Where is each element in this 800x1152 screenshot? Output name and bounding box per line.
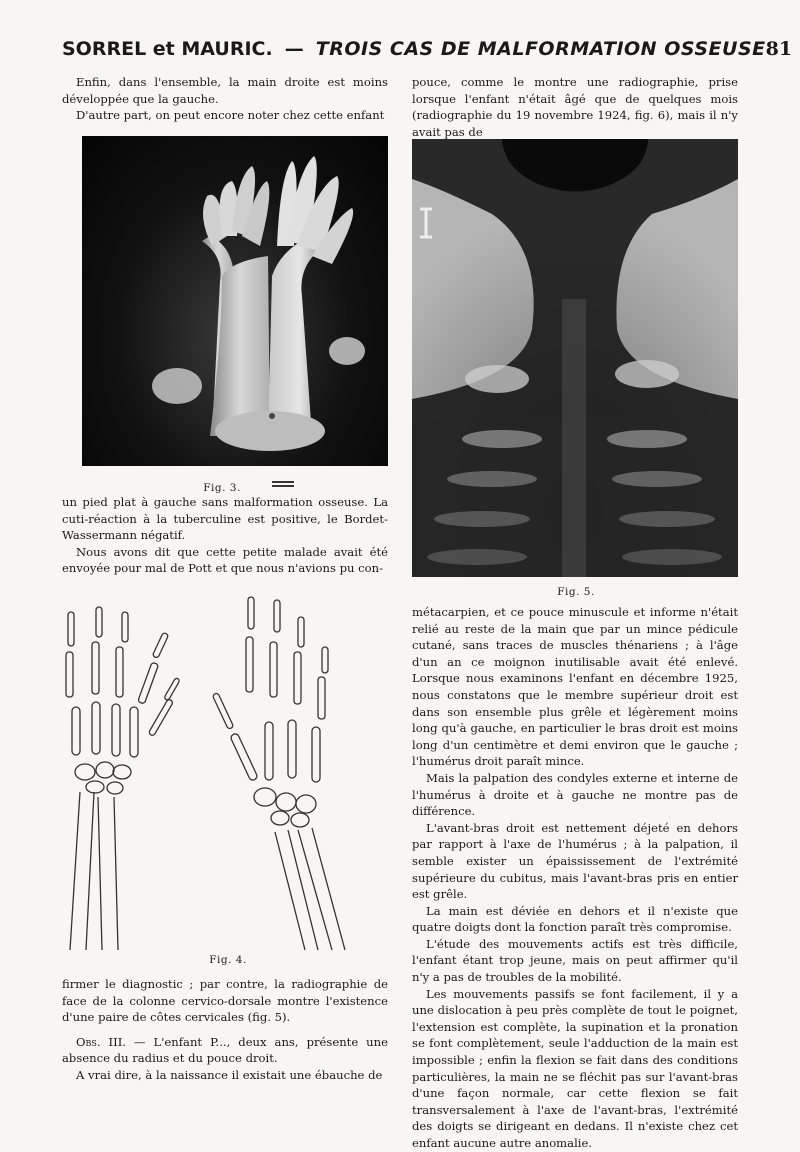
header-separator: — <box>284 38 304 60</box>
paragraph: Nous avons dit que cette petite malade avait été envoyée pour mal de Pott et que nous n'avions pu con- <box>62 544 388 576</box>
left-column-bottom <box>62 976 388 1084</box>
figure-3-caption: Fig. 3. <box>203 482 241 494</box>
paragraph: firmer le diagnostic ; par contre, la radiographie de face de la colonne cervico-dorsale montre l'existence d'une paire de côtes cervicales (fig. 5). <box>62 977 388 1025</box>
cervical-radiograph-illustration <box>412 139 738 577</box>
figure-4-caption: Fig. 4. <box>209 954 247 966</box>
paragraph: La main est déviée en dehors et il n'existe que quatre doigts dont la fonction paraît très compromise. <box>412 903 738 935</box>
paragraph: Enfin, dans l'ensemble, la main droite est moins développée que la gauche. <box>62 75 388 106</box>
header-title: TROIS CAS DE MALFORMATION OSSEUSE <box>315 38 766 60</box>
hand-skeleton-drawing <box>60 592 400 950</box>
header-authors: SORREL et MAURIC. <box>62 38 273 60</box>
figure-5-caption: Fig. 5. <box>557 586 595 598</box>
left-hand-skeleton <box>66 607 180 950</box>
paragraph: A vrai dire, à la naissance il existait une ébauche de <box>76 1067 383 1082</box>
paragraph: pouce, comme le montre une radiographie, prise lorsque l'enfant n'était âgé que de quelques mois (radiographie du 19 novembre 1924, fig. 6), mais il n'y avait pas de <box>412 75 738 139</box>
left-column-middle <box>62 494 388 577</box>
right-hand-skeleton <box>212 597 345 950</box>
paragraph: L'avant-bras droit est nettement déjeté en dehors par rapport à l'axe de l'humérus ; à la palpation, il semble exister un épaississement de l'extrémité supérieure du cubitus, mais l'avant-bras pris en entier est grêle. <box>412 820 738 902</box>
paragraph: métacarpien, et ce pouce minuscule et informe n'était relié au reste de la main que par un mince pédicule cutané, sans traces de muscles thénariens ; à l'âge d'un an ce moignon inutilisable avait été enlevé. Lorsque nous examinons l'enfant en décembre 1925, nous constatons que le membre supérieur droit est dans son ensemble plus grêle et légèrement moins long qu'à gauche, en particulier le bras droit est moins long d'un centimètre et demi environ que le gauche ; l'humérus droit paraît mince. <box>412 605 738 769</box>
observation-text: — L'enfant P..., deux ans, présente une absence du radius et du pouce droit. <box>62 1034 388 1066</box>
running-header <box>62 38 793 68</box>
observation-paragraph <box>62 1034 388 1067</box>
observation-label: Obs. III. <box>76 1034 126 1049</box>
figure-4-bone-drawing <box>60 592 400 950</box>
right-column-bottom <box>412 604 738 1152</box>
figure-3-photograph <box>82 136 388 466</box>
paragraph: Mais la palpation des condyles externe et interne de l'humérus à droite et à gauche ne montre pas de différence. <box>412 770 738 819</box>
page-number: 81 <box>765 38 793 60</box>
paragraph: L'étude des mouvements actifs est très difficile, l'enfant étant trop jeune, mais on peut affirmer qu'il n'y a pas de troubles de la mobilité. <box>412 936 738 985</box>
forearms-photo-illustration <box>82 136 388 466</box>
scale-marker <box>272 480 294 490</box>
paragraph: un pied plat à gauche sans malformation osseuse. La cuti-réaction à la tuberculine est positive, le Bordet-Wassermann négatif. <box>62 495 388 543</box>
paragraph: D'autre part, on peut encore noter chez cette enfant <box>76 108 385 123</box>
right-column-top <box>412 74 738 140</box>
paragraph: Les mouvements passifs se font facilement, il y a une dislocation à peu près complète de tout le poignet, l'extension est complète, la supination et la pronation se font complètement, seule l'adduction de la main est impossible ; enfin la flexion se fait dans des conditions particulières, la main ne se fléchit pas sur l'avant-bras d'une façon normale, car cette flexion se fait transversalement à l'axe de l'avant-bras, l'extrémité des doigts se dirigeant en dedans. Il n'existe chez cet enfant aucune autre anomalie. <box>412 986 738 1150</box>
left-column-top <box>62 74 388 124</box>
figure-5-radiograph <box>412 139 738 577</box>
